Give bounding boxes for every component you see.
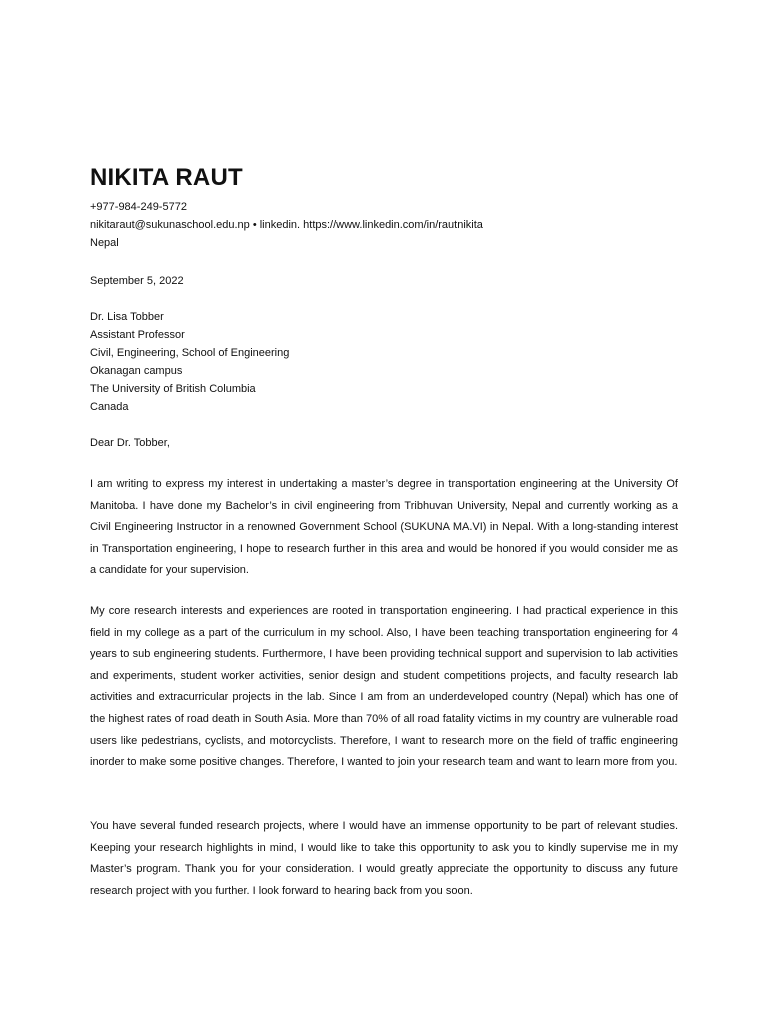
letter-page bbox=[90, 0, 678, 1024]
recipient-country: Canada bbox=[90, 401, 129, 413]
recipient-department: Civil, Engineering, School of Engineering bbox=[90, 347, 290, 359]
contact-block bbox=[90, 198, 483, 252]
salutation: Dear Dr. Tobber, bbox=[90, 437, 170, 449]
recipient-title: Assistant Professor bbox=[90, 329, 185, 341]
body-paragraph-1: I am writing to express my interest in undertaking a master’s degree in transportation engineering at the University Of Manitoba. I have done my Bachelor’s in civil engineering from Tribhuvan University, Nepal and currently working as a Civil Engineering Instructor in a renowned Government School (SUKUNA MA.VI) in Nepal. With a long-standing interest in Transportation engineering, I hope to research further in this area and would be honored if you would consider me as a candidate for your supervision. bbox=[90, 478, 678, 577]
recipient-name: Dr. Lisa Tobber bbox=[90, 311, 164, 323]
recipient-university: The University of British Columbia bbox=[90, 383, 256, 395]
sender-country: Nepal bbox=[90, 237, 119, 249]
body-paragraph-2: My core research interests and experiences are rooted in transportation engineering. I had practical experience in this field in my college as a part of the curriculum in my school. Also, I have been teaching transportation engineering for 4 years to sub engineering students. Furthermore, I have been providing technical support and supervision to lab activities and experiments, student worker activities, senior design and student competitions projects, and faculty research lab activities and extracurricular projects in the lab. Since I am from an underdeveloped country (Nepal) which has one of the highest rates of road death in South Asia. More than 70% of all road fatality victims in my country are vulnerable road users like pedestrians, cyclists, and motorcyclists. Therefore, I want to research more on the field of traffic engineering inorder to make some positive changes. Therefore, I wanted to join your research team and want to learn more from you. bbox=[90, 605, 678, 769]
recipient-campus: Okanagan campus bbox=[90, 365, 183, 377]
body-paragraph-3: You have several funded research projects, where I would have an immense opportunity to be part of relevant studies. Keeping your research highlights in mind, I would like to take this opportunity to ask you to kindly supervise me in my Master’s program. Thank you for your consideration. I would greatly appreciate the opportunity to discuss any future research project with you further. I look forward to hearing back from you soon. bbox=[90, 820, 678, 897]
email-linkedin-line: nikitaraut@sukunaschool.edu.np • linkedin. https://www.linkedin.com/in/rautnikita bbox=[90, 219, 483, 231]
phone-number: +977-984-249-5772 bbox=[90, 201, 187, 213]
sender-name: NIKITA RAUT bbox=[90, 164, 243, 191]
recipient-block bbox=[90, 308, 289, 416]
letter-date: September 5, 2022 bbox=[90, 275, 184, 287]
